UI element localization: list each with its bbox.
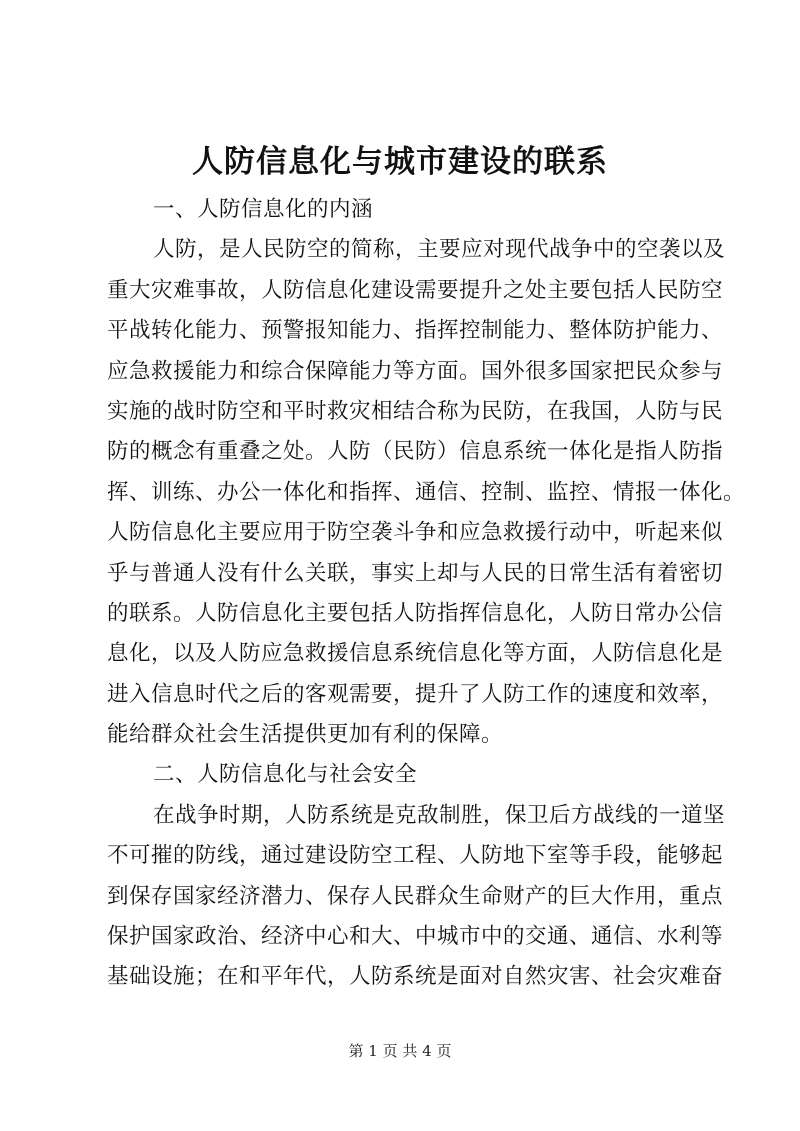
paragraph-line: 平战转化能力、预警报知能力、指挥控制能力、整体防护能力、 xyxy=(107,318,724,344)
paragraph-line: 应急救援能力和综合保障能力等方面。国外很多国家把民众参与 xyxy=(107,358,724,384)
paragraph-line: 重大灾难事故，人防信息化建设需要提升之处主要包括人民防空 xyxy=(107,277,724,303)
paragraph-line: 在战争时期，人防系统是克敌制胜，保卫后方战线的一道坚 xyxy=(153,802,726,828)
paragraph-line: 保护国家政治、经济中心和大、中城市中的交通、通信、水利等 xyxy=(107,924,724,950)
paragraph-line: 人防信息化主要应用于防空袭斗争和应急救援行动中，听起来似 xyxy=(107,520,724,546)
paragraph-line: 息化，以及人防应急救援信息系统信息化等方面，人防信息化是 xyxy=(107,641,724,667)
document-body xyxy=(107,190,746,998)
paragraph-line: 人防，是人民防空的简称，主要应对现代战争中的空袭以及 xyxy=(153,237,726,263)
section-heading: 一、人防信息化的内涵 xyxy=(153,197,374,222)
paragraph-line: 基础设施；在和平年代，人防系统是面对自然灾害、社会灾难奋 xyxy=(107,964,724,990)
paragraph-line: 实施的战时防空和平时救灾相结合称为民防，在我国，人防与民 xyxy=(107,398,724,424)
paragraph-line: 不可摧的防线，通过建设防空工程、人防地下室等手段，能够起 xyxy=(107,843,724,869)
paragraph-line: 的联系。人防信息化主要包括人防指挥信息化，人防日常办公信 xyxy=(107,600,724,626)
document-title: 人防信息化与城市建设的联系 xyxy=(192,144,608,180)
paragraph-line: 进入信息时代之后的客观需要，提升了人防工作的速度和效率， xyxy=(107,681,724,707)
page-footer: 第 1 页 共 4 页 xyxy=(348,1042,452,1060)
paragraph-line: 到保存国家经济潜力、保存人民群众生命财产的巨大作用，重点 xyxy=(107,883,724,909)
paragraph-line: 防的概念有重叠之处。人防（民防）信息系统一体化是指人防指 xyxy=(107,439,724,465)
paragraph-line: 挥、训练、办公一体化和指挥、通信、控制、监控、情报一体化。 xyxy=(107,479,746,505)
paragraph-line: 能给群众社会生活提供更加有利的保障。 xyxy=(107,722,504,748)
section-heading: 二、人防信息化与社会安全 xyxy=(153,762,418,788)
paragraph-line: 乎与普通人没有什么关联，事实上却与人民的日常生活有着密切 xyxy=(107,560,724,586)
